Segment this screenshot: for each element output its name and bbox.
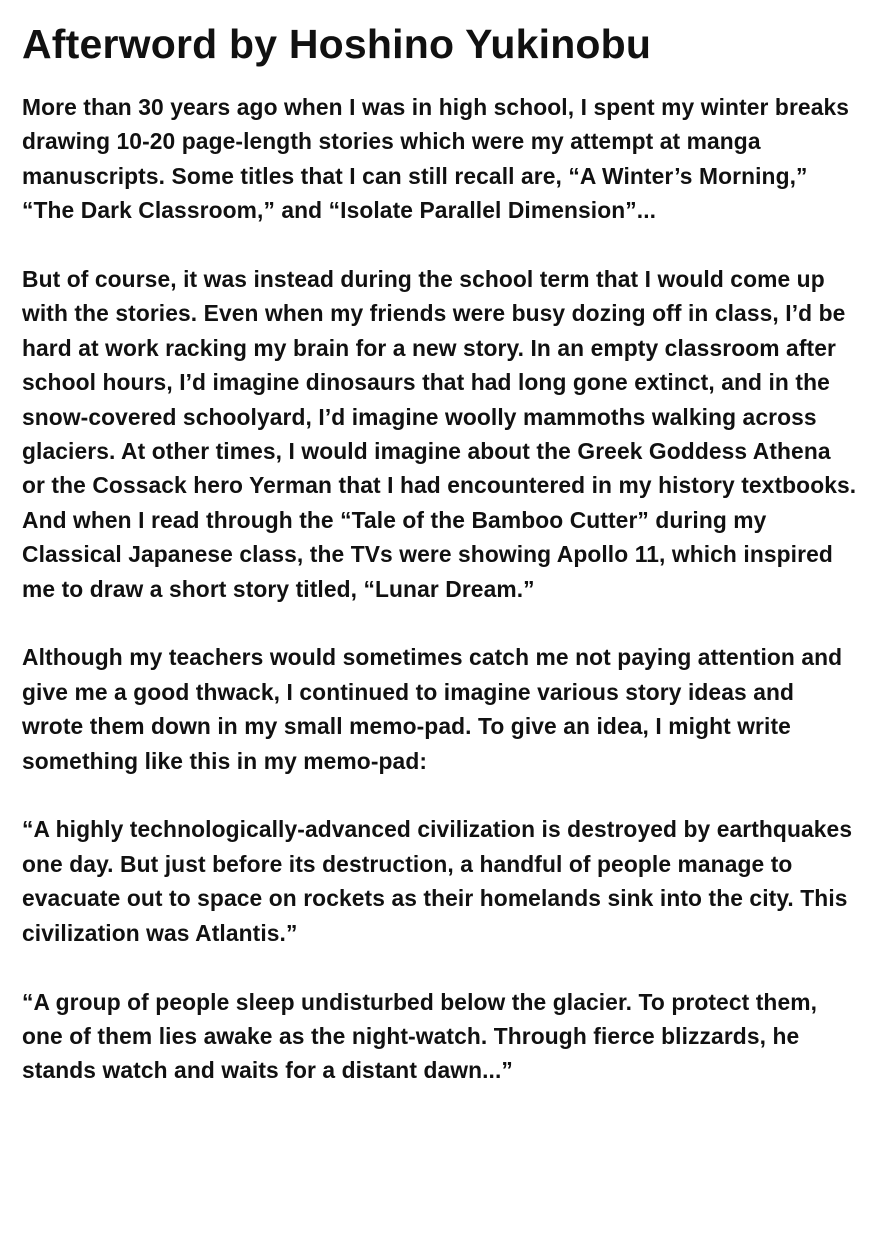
paragraph-spacer — [22, 950, 857, 984]
paragraph-spacer — [22, 606, 857, 640]
afterword-page — [22, 18, 857, 1088]
page-title: Afterword by Hoshino Yukinobu — [22, 21, 652, 67]
paragraph-high-school: More than 30 years ago when I was in high school, I spent my winter breaks drawing 10-20 page-length stories which were my attempt at manga manuscripts. Some titles that I can still recall are, “A Winter’s Morning,” “The Dark Classroom,” and “Isolate Parallel Dimension”... — [22, 94, 850, 224]
paragraph-glacier-quote: “A group of people sleep undisturbed below the glacier. To protect them, one of them lies awake as the night-watch. Through fierce blizzards, he stands watch and waits for a distant dawn...” — [22, 988, 818, 1084]
paragraph-atlantis-quote: “A highly technologically-advanced civilization is destroyed by earthquakes one day. But just before its destruction, a handful of people manage to evacuate out to space on rockets as their homelands sink into the city. This civilization was Atlantis.” — [22, 816, 853, 946]
paragraph-spacer — [22, 228, 857, 262]
paragraph-memo-pad: Although my teachers would sometimes catch me not paying attention and give me a good thwack, I continued to imagine various story ideas and wrote them down in my small memo-pad. To give an idea, I might write something like this in my memo-pad: — [22, 644, 843, 774]
paragraph-spacer — [22, 778, 857, 812]
paragraph-school-term: But of course, it was instead during the school term that I would come up with the stories. Even when my friends were busy dozing off in class, I’d be hard at work racking my brain for a new story. In an empty classroom after school hours, I’d imagine dinosaurs that had long gone extinct, and in the snow-covered schoolyard, I’d imagine woolly mammoths walking across glaciers. At other times, I would imagine about the Greek Goddess Athena or the Cossack hero Yerman that I had encountered in my history textbooks. And when I read through the “Tale of the Bamboo Cutter” during my Classical Japanese class, the TVs were showing Apollo 11, which inspired me to draw a short story titled, “Lunar Dream.” — [22, 266, 857, 602]
